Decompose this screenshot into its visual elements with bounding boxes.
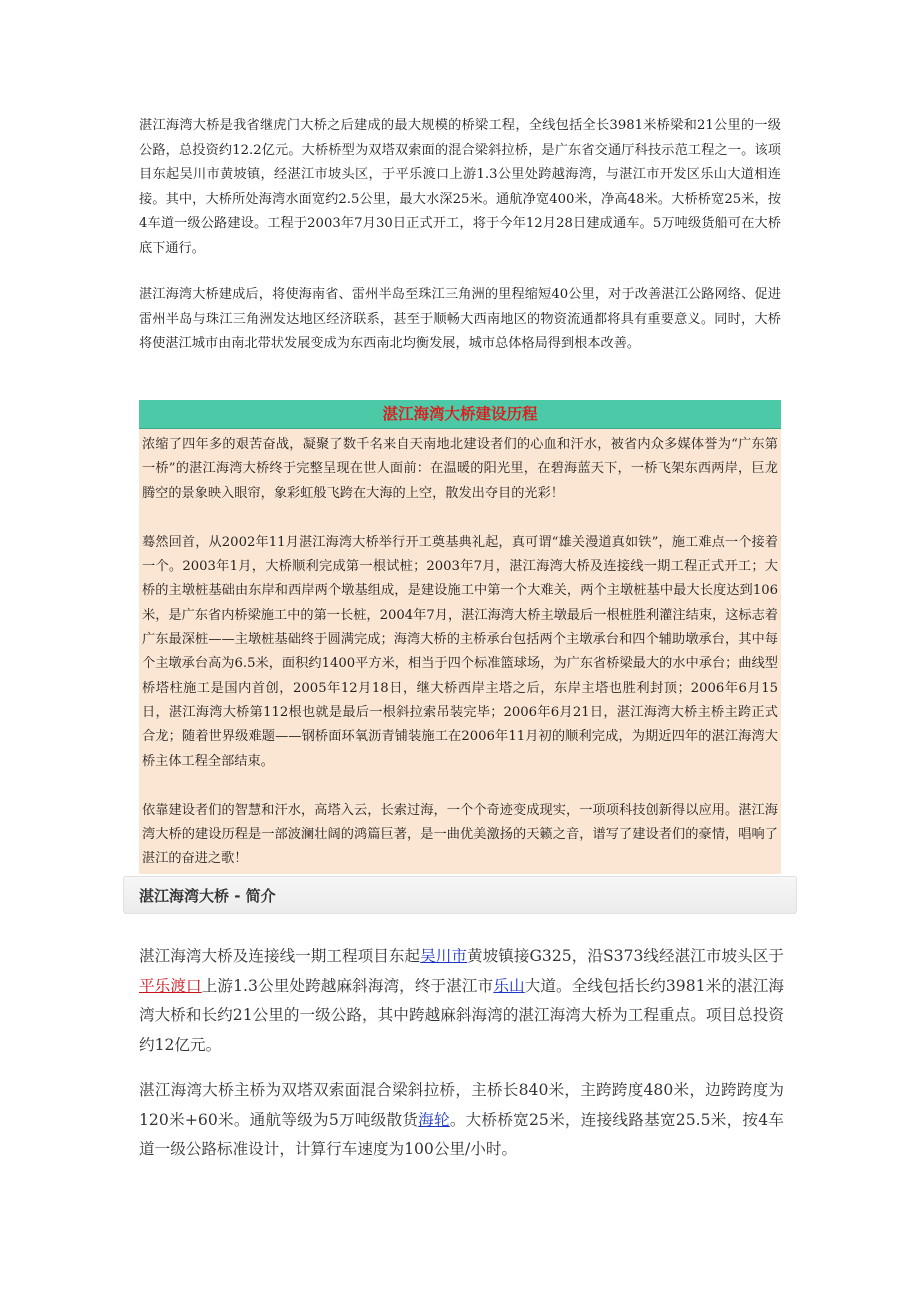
- overview-paragraph-1: [139, 942, 784, 1060]
- link-leshan[interactable]: 乐山: [493, 976, 525, 995]
- history-box-title: 湛江海湾大桥建设历程: [139, 400, 781, 429]
- history-paragraph-3: 依靠建设者们的智慧和汗水，高塔入云，长索过海，一个个奇迹变成现实，一项项科技创新得以应用。湛江海湾大桥的建设历程是一部波澜壮阔的鸿篇巨著，是一曲优美激扬的天籁之音，谱写了建设者们的豪情，唱响了湛江的奋进之歌！: [142, 802, 778, 867]
- overview-text: 大道。全线包括长约3981米的湛江海湾大桥和长约21公里的一级公路，其中跨越麻斜海湾的湛江海湾大桥为工程重点。项目总投资约12亿元。: [139, 976, 784, 1054]
- section-header-bar: [123, 876, 797, 914]
- overview-text: 湛江海湾大桥及连接线一期工程项目东起: [139, 947, 421, 965]
- overview-text: 上游1.3公里处跨越麻斜海湾，终于湛江市: [201, 976, 494, 995]
- history-paragraph-1: 浓缩了四年多的艰苦奋战，凝聚了数千名来自天南地北建设者们的心血和汗水，被省内众多媒体誉为“广东第一桥”的湛江海湾大桥终于完整呈现在世人面前：在温暖的阳光里，在碧海蓝天下，一桥飞架东西两岸，巨龙腾空的景象映入眼帘，象彩虹般飞跨在大海的上空，散发出夺目的光彩！: [142, 437, 778, 501]
- history-paragraph-2: 蓦然回首，从2002年11月湛江海湾大桥举行开工奠基典礼起，真可谓“雄关漫道真如铁”，施工难点一个接着一个。2003年1月，大桥顺利完成第一根试桩；2003年7月，湛江海湾大桥及连接线一期工程正式开工；大桥的主墩桩基础由东岸和西岸两个墩基组成，是建设施工中第一个大难关，两个主墩桩基中最大长度达到106米，是广东省内桥梁施工中的第一长桩，2004年7月，湛江海湾大桥主墩最后一根桩胜利灌注结束，这标志着广东最深桩——主墩桩基础终于圆满完成；海湾大桥的主桥承台包括两个主墩承台和四个辅助墩承台，其中每个主墩承台高为6.5米，面积约1400平方米，相当于四个标准篮球场，为广东省桥梁最大的水中承台；曲线型桥塔柱施工是国内首创，2005年12月18日，继大桥西岸主塔之后，东岸主塔也胜利封顶；2006年6月15日，湛江海湾大桥第112根也就是最后一根斜拉索吊装完毕；2006年6月21日，湛江海湾大桥主桥主跨正式合龙；随着世界级难题——钢桥面环氧沥青铺装施工在2006年11月初的顺利完成，为期近四年的湛江海湾大桥主体工程全部结束。: [142, 534, 778, 769]
- overview-text: 湛江海湾大桥主桥为双塔双索面混合梁斜拉桥，主桥长840米，主跨跨度480米，边跨跨度为120米+60米。通航等级为5万吨级散货: [139, 1081, 784, 1129]
- link-ocean-ship[interactable]: 海轮: [418, 1110, 450, 1129]
- overview-text: 。大桥桥宽25米，连接线路基宽25.5米，按4车道一级公路标准设计，计算行车速度为100公里/小时。: [139, 1110, 784, 1158]
- overview-paragraph-2: [139, 1076, 784, 1165]
- overview-text: 黄坡镇接G325，沿S373线经湛江市坡头区于: [467, 947, 784, 965]
- construction-history-box: [139, 400, 781, 874]
- intro-paragraph-2: 湛江海湾大桥建成后，将使海南省、雷州半岛至珠江三角洲的里程缩短40公里，对于改善湛江公路网络、促进雷州半岛与珠江三角洲发达地区经济联系，甚至于顺畅大西南地区的物资流通都将具有重要意义。同时，大桥将使湛江城市由南北带状发展变成为东西南北均衡发展，城市总体格局得到根本改善。: [139, 287, 781, 351]
- section-title: 湛江海湾大桥 - 简介: [139, 887, 276, 905]
- link-pingle-ferry[interactable]: 平乐渡口: [139, 976, 202, 995]
- link-wuchuan-city[interactable]: 吴川市: [420, 947, 467, 965]
- intro-paragraph-1: 湛江海湾大桥是我省继虎门大桥之后建成的最大规模的桥梁工程，全线包括全长3981米桥梁和21公里的一级公路，总投资约12.2亿元。大桥桥型为双塔双索面的混合梁斜拉桥，是广东省交通厅科技示范工程之一。该项目东起吴川市黄坡镇，经湛江市坡头区，于平乐渡口上游1.3公里处跨越海湾，与湛江市开发区乐山大道相连接。其中，大桥所处海湾水面宽约2.5公里，最大水深25米。通航净宽400米，净高48米。大桥桥宽25米，按4车道一级公路建设。工程于2003年7月30日正式开工，将于今年12月28日建成通车。5万吨级货船可在大桥底下通行。: [139, 118, 781, 256]
